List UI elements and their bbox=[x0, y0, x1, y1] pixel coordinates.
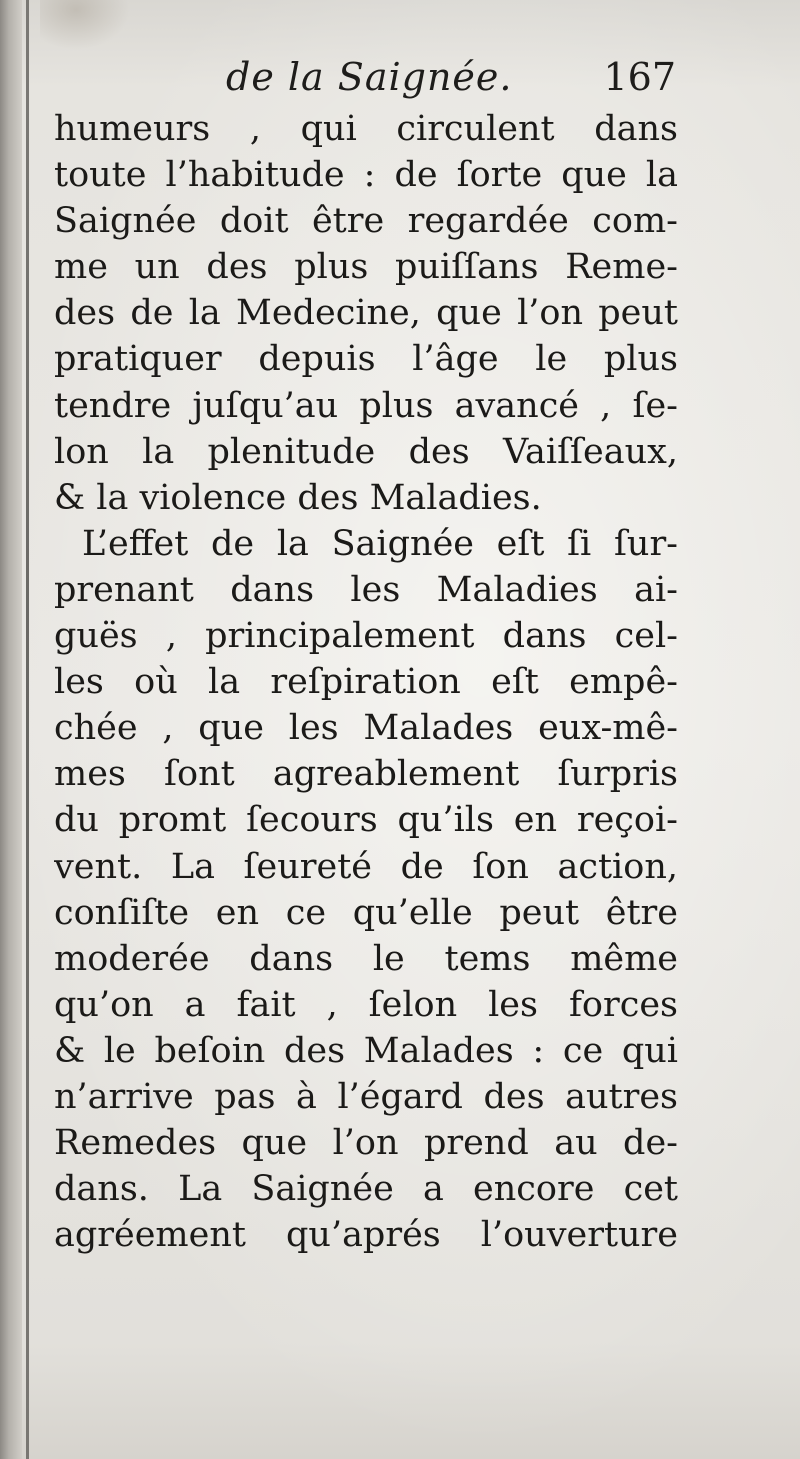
text-line: mes ſont agreablement ſurpris bbox=[54, 754, 678, 795]
page-binding-edge bbox=[0, 0, 22, 1459]
text-line: tendre juſqu’au plus avancé , ſe- bbox=[54, 385, 678, 426]
text-line: les où la reſpiration eſt empê- bbox=[54, 662, 678, 703]
text-line: Saignée doit être regardée com- bbox=[54, 201, 678, 242]
paragraph-end-line: & la violence des Maladies. bbox=[54, 477, 542, 518]
running-title: de la Saignée. bbox=[226, 55, 513, 99]
text-line: n’arrive pas à l’égard des autres bbox=[54, 1076, 678, 1117]
text-line: des de la Medecine, que l’on peut bbox=[54, 293, 678, 334]
text-line: chée , que les Malades eux-mê- bbox=[54, 708, 678, 749]
text-line: qu’on a fait , ſelon les forces bbox=[54, 984, 678, 1025]
text-line: pratiquer depuis l’âge le plus bbox=[54, 339, 678, 380]
text-line: agréement qu’aprés l’ouverture bbox=[54, 1215, 678, 1256]
text-line: moderée dans le tems même bbox=[54, 938, 678, 979]
text-line: & le beſoin des Malades : ce qui bbox=[54, 1030, 678, 1071]
paragraph-start-line: L’effet de la Saignée eſt ſi ſur- bbox=[82, 523, 678, 564]
body-text bbox=[54, 106, 678, 1258]
text-line: Remedes que l’on prend au de- bbox=[54, 1123, 678, 1164]
text-line: conſiſte en ce qu’elle peut être bbox=[54, 892, 678, 933]
text-line: prenant dans les Maladies ai- bbox=[54, 569, 678, 610]
paper-stain bbox=[40, 0, 130, 50]
text-line: toute l’habitude : de ſorte que la bbox=[54, 155, 678, 196]
gutter-line bbox=[26, 0, 29, 1459]
page-number: 167 bbox=[603, 55, 676, 99]
text-line: me un des plus puiſſans Reme- bbox=[54, 247, 678, 288]
page-header bbox=[226, 55, 676, 101]
text-line: du promt ſecours qu’ils en reçoi- bbox=[54, 800, 678, 841]
text-line: dans. La Saignée a encore cet bbox=[54, 1169, 678, 1210]
text-line: humeurs , qui circulent dans bbox=[54, 109, 678, 149]
text-line: vent. La ſeureté de ſon action, bbox=[54, 846, 678, 887]
text-line: guës , principalement dans cel- bbox=[54, 616, 678, 657]
text-line: lon la plenitude des Vaiſſeaux, bbox=[54, 431, 678, 472]
